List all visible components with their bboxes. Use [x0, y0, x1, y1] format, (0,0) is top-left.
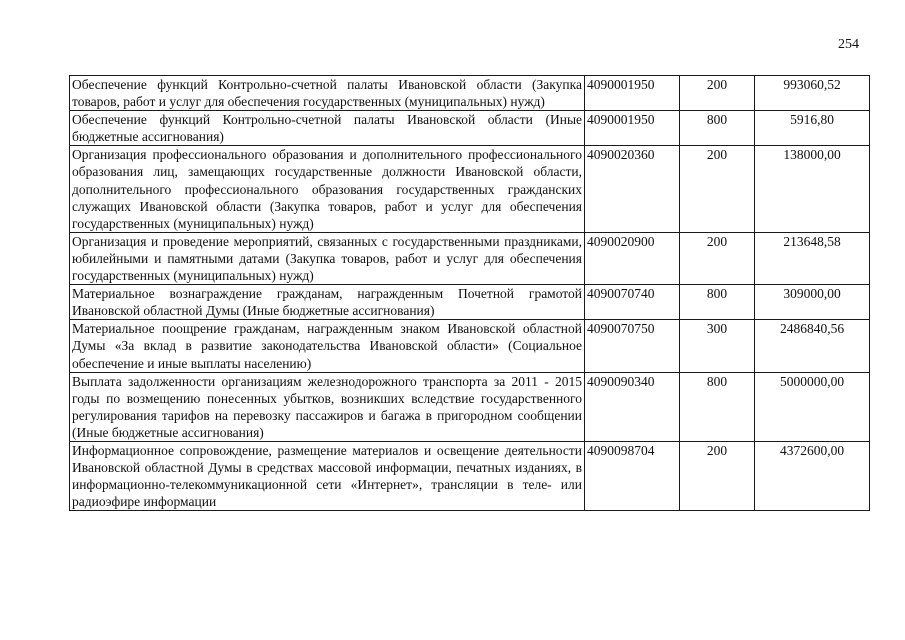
- row-expense-kind: 800: [680, 111, 755, 146]
- row-expense-kind: 200: [680, 232, 755, 284]
- table-row: [70, 285, 870, 320]
- row-amount: 5000000,00: [755, 372, 870, 441]
- row-expense-kind: 200: [680, 441, 755, 510]
- row-amount: 2486840,56: [755, 320, 870, 372]
- table-row: [70, 441, 870, 510]
- row-expense-kind: 200: [680, 76, 755, 111]
- table-row: [70, 320, 870, 372]
- row-description: Материальное вознаграждение гражданам, награжденным Почетной грамотой Ивановской областной Думы (Иные бюджетные ассигнования): [70, 285, 585, 320]
- row-description: Обеспечение функций Контрольно-счетной палаты Ивановской области (Иные бюджетные ассигнования): [70, 111, 585, 146]
- row-expense-kind: 800: [680, 285, 755, 320]
- row-target-code: 4090001950: [585, 111, 680, 146]
- row-target-code: 4090070740: [585, 285, 680, 320]
- row-description: Организация и проведение мероприятий, связанных с государственными праздниками, юбилейными и памятными датами (Закупка товаров, работ и услуг для обеспечения государственных (муниципальных) нужд): [70, 232, 585, 284]
- row-description: Организация профессионального образования и дополнительного профессионального образования лиц, замещающих государственные должности Ивановской области, дополнительного профессионального образования государственных гражданских служащих Ивановской области (Закупка товаров, работ и услуг для обеспечения государственных (муниципальных) нужд): [70, 146, 585, 232]
- row-description: Информационное сопровождение, размещение материалов и освещение деятельности Ивановской областной Думы в средствах массовой информации, печатных изданиях, в информационно-телекоммуникационной сети «Интернет», трансляции в теле- или радиоэфире информации: [72, 442, 582, 510]
- table-row: [70, 232, 870, 284]
- page-number: 254: [838, 37, 859, 52]
- row-expense-kind: 300: [680, 320, 755, 372]
- row-target-code: 4090090340: [585, 372, 680, 441]
- table-row: [70, 146, 870, 232]
- row-description-cell: [70, 441, 585, 510]
- table-row: [70, 372, 870, 441]
- row-description: Выплата задолженности организациям железнодорожного транспорта за 2011 - 2015 годы по возмещению понесенных убытков, возникших вследствие государственного регулирования тарифов на перевозку пассажиров и багажа в пригородном сообщении (Иные бюджетные ассигнования): [70, 372, 585, 441]
- row-amount: 213648,58: [755, 232, 870, 284]
- row-target-code: 4090001950: [585, 76, 680, 111]
- row-target-code: 4090070750: [585, 320, 680, 372]
- row-amount: 309000,00: [755, 285, 870, 320]
- row-amount: 993060,52: [755, 76, 870, 111]
- row-description: Материальное поощрение гражданам, награжденным знаком Ивановской областной Думы «За вклад в развитие законодательства Ивановской области» (Социальное обеспечение и иные выплаты населению): [70, 320, 585, 372]
- row-description: Обеспечение функций Контрольно-счетной палаты Ивановской области (Закупка товаров, работ и услуг для обеспечения государственных (муниципальных) нужд): [70, 76, 585, 111]
- budget-table: [69, 75, 870, 511]
- row-amount: 4372600,00: [755, 441, 870, 510]
- row-target-code: 4090020900: [585, 232, 680, 284]
- row-amount: 138000,00: [755, 146, 870, 232]
- row-expense-kind: 200: [680, 146, 755, 232]
- row-target-code: 4090020360: [585, 146, 680, 232]
- row-expense-kind: 800: [680, 372, 755, 441]
- row-target-code: 4090098704: [585, 441, 680, 510]
- table-row: [70, 111, 870, 146]
- row-amount: 5916,80: [755, 111, 870, 146]
- table-row: [70, 76, 870, 111]
